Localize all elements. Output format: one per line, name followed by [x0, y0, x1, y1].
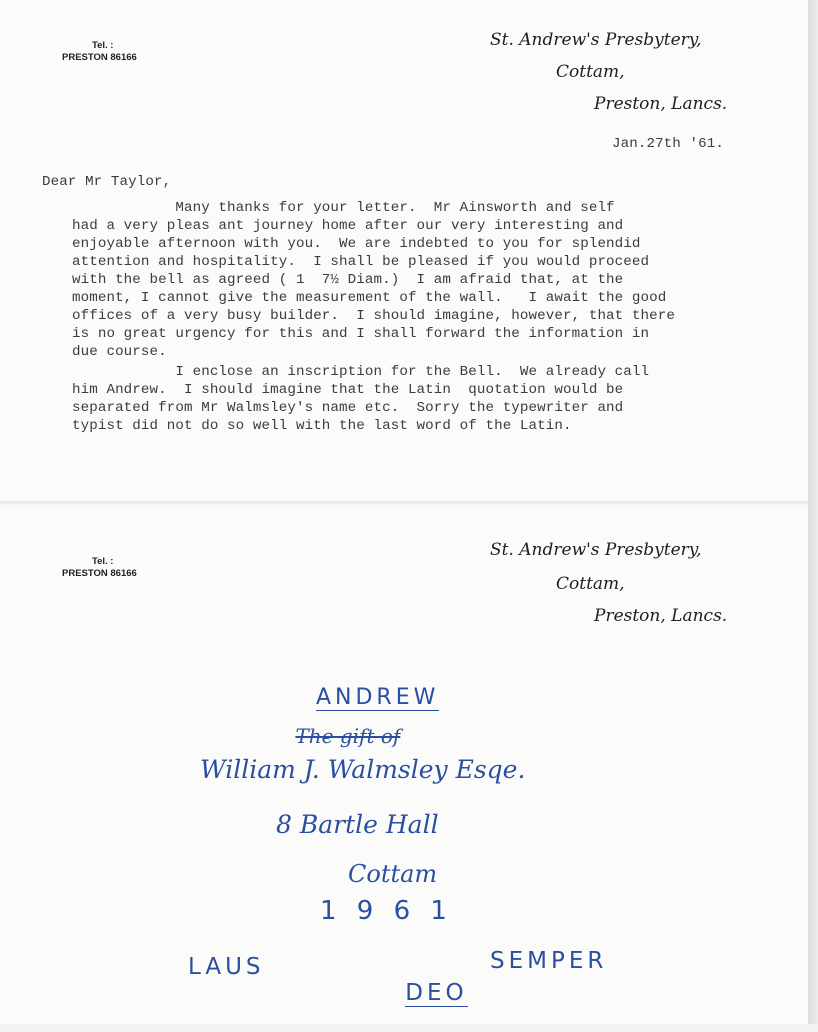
inscription-year: 1 9 6 1: [320, 896, 453, 926]
inscription-motto-2: DEO: [405, 980, 468, 1006]
letter-salutation: Dear Mr Taylor,: [42, 174, 172, 190]
address-line-1: St. Andrew's Presbytery,: [490, 30, 702, 50]
letter-line: attention and hospitality. I shall be pleased if you would proceed: [72, 254, 650, 270]
inscription-donor: William J. Walmsley Esqe.: [200, 755, 526, 784]
address-line-2: Cottam,: [556, 574, 625, 594]
inscription-motto-3: SEMPER: [490, 948, 608, 974]
telephone-block: [62, 40, 137, 64]
telephone-label: Tel. :: [92, 556, 114, 567]
inscription-name: ANDREW: [315, 685, 440, 710]
inscription-motto-1: LAUS: [188, 954, 265, 980]
letter-line: due course.: [72, 344, 167, 360]
letter-line: I enclose an inscription for the Bell. We already call: [72, 364, 650, 380]
address-line-1: St. Andrew's Presbytery,: [490, 540, 702, 560]
inscription-struck-text: The gift of: [295, 724, 401, 748]
letter-date: Jan.27th '61.: [612, 136, 724, 152]
letter-line: with the bell as agreed ( 1 7½ Diam.) I am afraid that, at the: [72, 272, 624, 288]
telephone-label: Tel. :: [92, 40, 114, 51]
letter-line: is no great urgency for this and I shall forward the information in: [72, 326, 650, 342]
telephone-number: PRESTON 86166: [62, 568, 137, 579]
letter-line: enjoyable afternoon with you. We are indebted to you for splendid: [72, 236, 641, 252]
letter-line: typist did not do so well with the last word of the Latin.: [72, 418, 572, 434]
address-line-3: Preston, Lancs.: [594, 606, 728, 626]
address-line-2: Cottam,: [556, 62, 625, 82]
inscription-address-2: Cottam: [348, 860, 438, 888]
telephone-number: PRESTON 86166: [62, 52, 137, 63]
letter-line: offices of a very busy builder. I should imagine, however, that there: [72, 308, 675, 324]
letter-line: separated from Mr Walmsley's name etc. Sorry the typewriter and: [72, 400, 624, 416]
letter-line: had a very pleas ant journey home after our very interesting and: [72, 218, 624, 234]
page-edge: [808, 0, 818, 1024]
letter-line: moment, I cannot give the measurement of the wall. I await the good: [72, 290, 667, 306]
address-line-3: Preston, Lancs.: [594, 94, 728, 114]
telephone-block: [62, 556, 137, 580]
inscription-address-1: 8 Bartle Hall: [276, 810, 439, 839]
letter-line: him Andrew. I should imagine that the Latin quotation would be: [72, 382, 624, 398]
page-divider: [0, 501, 818, 505]
letter-line: Many thanks for your letter. Mr Ainsworth and self: [72, 200, 615, 216]
